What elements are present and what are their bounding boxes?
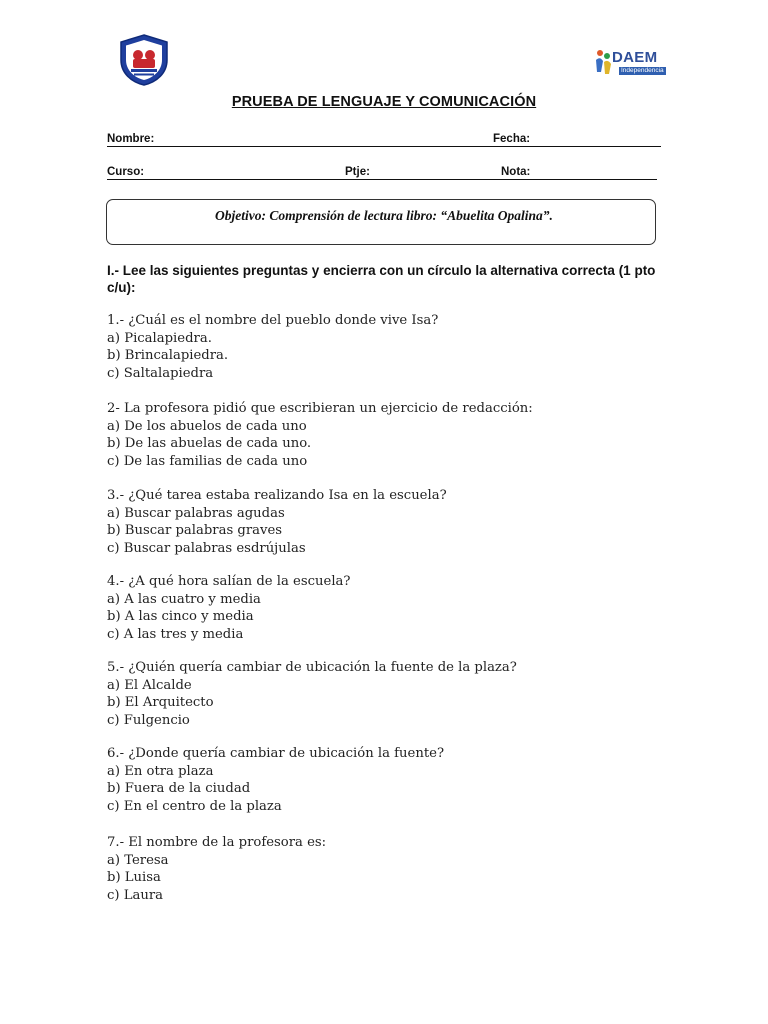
- question-5: [107, 659, 667, 730]
- daem-logo: [594, 46, 664, 80]
- page-title: PRUEBA DE LENGUAJE Y COMUNICACIÓN: [231, 94, 537, 110]
- daem-logo-subtext: Independencia: [621, 67, 664, 74]
- option-c[interactable]: c) De las familias de cada uno: [107, 454, 308, 470]
- option-b[interactable]: b) Brincalapiedra.: [107, 348, 229, 364]
- instruction-text: I.- Lee las siguientes preguntas y encierra con un círculo la alternativa correcta (1 pto c/u):: [107, 263, 656, 295]
- question-text: 1.- ¿Cuál es el nombre del pueblo donde vive Isa?: [107, 313, 439, 328]
- option-b[interactable]: b) El Arquitecto: [107, 695, 214, 711]
- option-c[interactable]: c) A las tres y media: [107, 627, 244, 643]
- option-b[interactable]: b) Fuera de la ciudad: [107, 781, 251, 797]
- question-text: 4.- ¿A qué hora salían de la escuela?: [107, 574, 351, 589]
- option-b[interactable]: b) De las abuelas de cada uno.: [107, 436, 312, 452]
- option-b[interactable]: b) A las cinco y media: [107, 609, 254, 625]
- school-crest-logo: [117, 33, 171, 87]
- option-c[interactable]: c) En el centro de la plaza: [107, 799, 282, 815]
- daem-logo-text: DAEM: [612, 49, 658, 66]
- question-1: [107, 312, 667, 383]
- question-2: [107, 400, 667, 471]
- question-4: [107, 573, 667, 644]
- option-a[interactable]: a) En otra plaza: [107, 763, 214, 779]
- nombre-line: [107, 146, 661, 147]
- question-text: 7.- El nombre de la profesora es:: [107, 835, 327, 850]
- shield-icon: [117, 33, 171, 87]
- people-icon: [594, 48, 614, 78]
- option-b[interactable]: b) Luisa: [107, 870, 161, 886]
- question-text: 6.- ¿Donde quería cambiar de ubicación la fuente?: [107, 746, 445, 761]
- option-a[interactable]: a) Teresa: [107, 852, 169, 868]
- ptje-label: Ptje:: [345, 166, 370, 178]
- fecha-label: Fecha:: [493, 133, 531, 145]
- question-3: [107, 487, 667, 558]
- option-b[interactable]: b) Buscar palabras graves: [107, 523, 283, 539]
- option-c[interactable]: c) Buscar palabras esdrújulas: [107, 541, 306, 557]
- question-7: [107, 834, 667, 905]
- nota-label: Nota:: [501, 166, 531, 178]
- option-c[interactable]: c) Saltalapiedra: [107, 366, 214, 382]
- option-a[interactable]: a) A las cuatro y media: [107, 591, 261, 607]
- option-a[interactable]: a) De los abuelos de cada uno: [107, 418, 307, 434]
- option-c[interactable]: c) Laura: [107, 888, 164, 904]
- curso-label: Curso:: [107, 166, 145, 178]
- option-a[interactable]: a) Buscar palabras agudas: [107, 505, 285, 521]
- question-6: [107, 745, 667, 816]
- curso-line: [107, 179, 657, 180]
- option-c[interactable]: c) Fulgencio: [107, 713, 190, 729]
- nombre-label: Nombre:: [107, 133, 155, 145]
- question-text: 5.- ¿Quién quería cambiar de ubicación la fuente de la plaza?: [107, 660, 517, 675]
- option-a[interactable]: a) Picalapiedra.: [107, 330, 212, 346]
- objective-text: Objetivo: Comprensión de lectura libro: “Abuelita Opalina”.: [215, 208, 553, 223]
- question-text: 3.- ¿Qué tarea estaba realizando Isa en la escuela?: [107, 488, 447, 503]
- option-a[interactable]: a) El Alcalde: [107, 677, 192, 693]
- question-text: 2- La profesora pidió que escribieran un ejercicio de redacción:: [107, 401, 533, 416]
